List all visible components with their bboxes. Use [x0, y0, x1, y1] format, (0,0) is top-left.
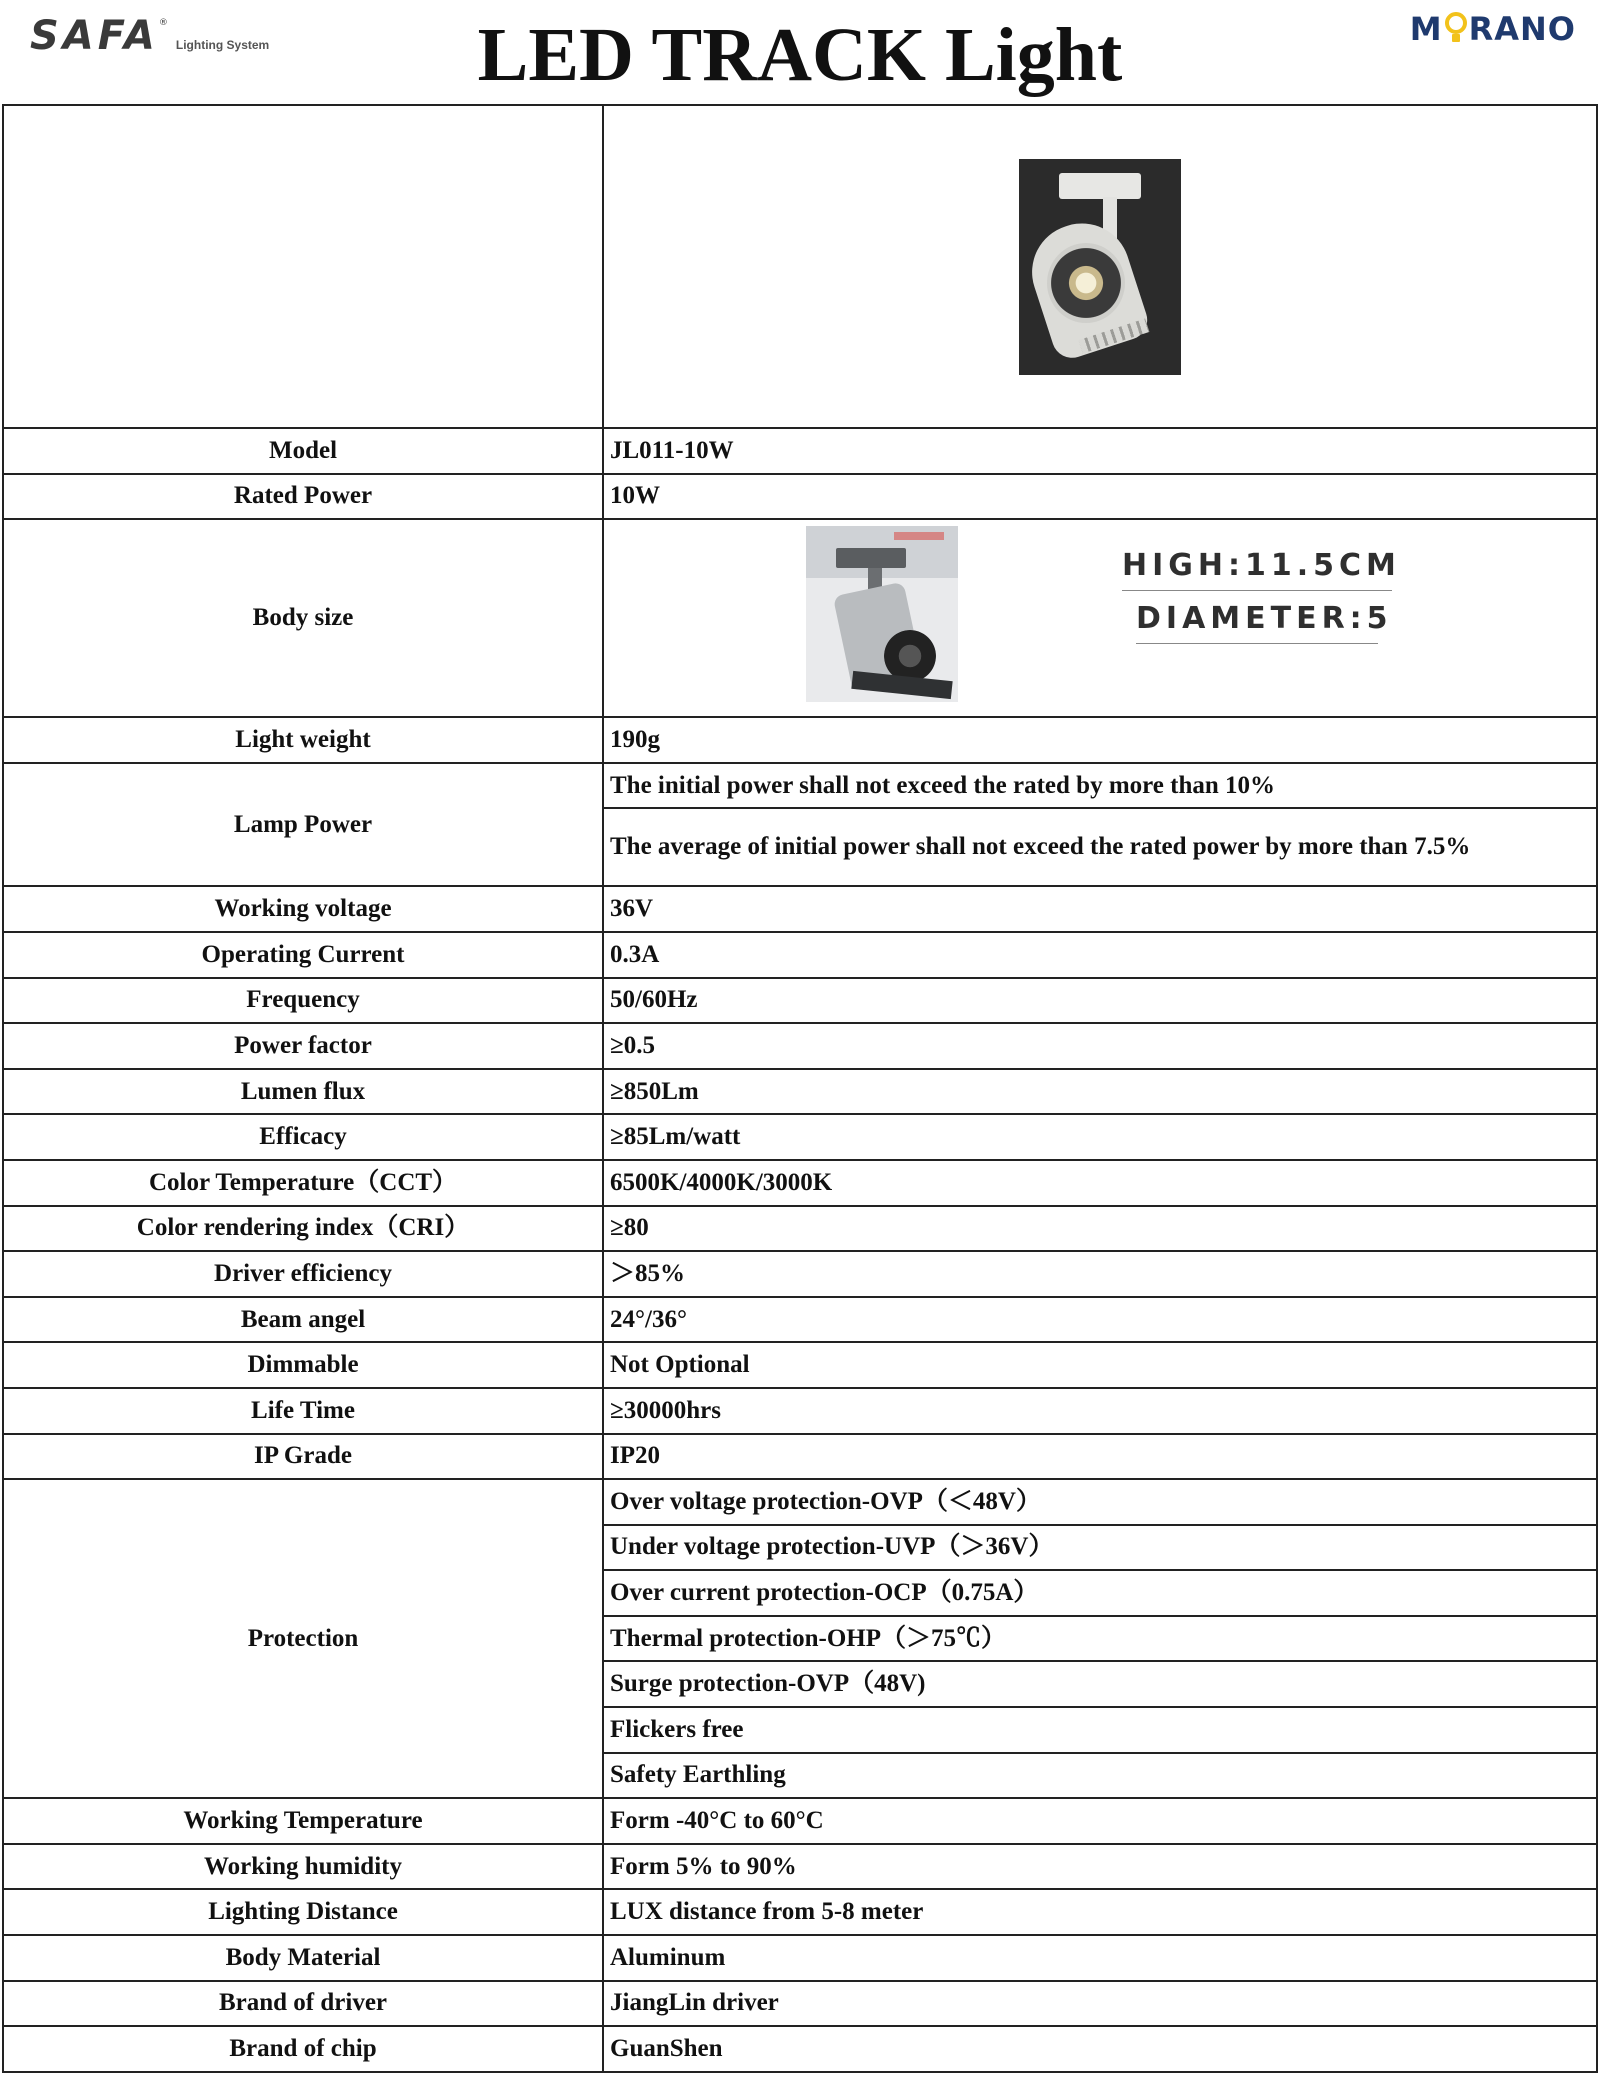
body-size-row: [3, 519, 1597, 717]
row-label: Working humidity: [3, 1844, 603, 1890]
table-row: [3, 1206, 1597, 1252]
row-value: Form -40°C to 60°C: [603, 1798, 1597, 1844]
height-text: HIGH:11.5CM: [1122, 550, 1392, 591]
row-value: ≥0.5: [603, 1023, 1597, 1069]
row-value: Over voltage protection-OVP（＜48V）: [603, 1479, 1597, 1525]
registered-mark: ®: [158, 18, 168, 28]
row-value: JiangLin driver: [603, 1981, 1597, 2027]
row-value: Thermal protection-OHP（＞75℃）: [603, 1616, 1597, 1662]
table-row: [3, 978, 1597, 1024]
table-row: [3, 1388, 1597, 1434]
row-value: 24°/36°: [603, 1297, 1597, 1343]
row-value: ≥85Lm/watt: [603, 1114, 1597, 1160]
row-label: Brand of driver: [3, 1981, 603, 2027]
table-row: [3, 1297, 1597, 1343]
row-label: Lamp Power: [3, 763, 603, 887]
track-light-photo: [1019, 159, 1181, 375]
row-value: ＞85%: [603, 1251, 1597, 1297]
row-value: Surge protection-OVP（48V): [603, 1661, 1597, 1707]
table-row: [3, 1981, 1597, 2027]
row-label: Color rendering index（CRI）: [3, 1206, 603, 1252]
table-row: [3, 1798, 1597, 1844]
row-label: Body Material: [3, 1935, 603, 1981]
morano-logo: [1410, 10, 1576, 48]
product-image-cell: [603, 105, 1597, 428]
row-label: Dimmable: [3, 1342, 603, 1388]
row-value: 190g: [603, 717, 1597, 763]
row-value: Over current protection-OCP（0.75A）: [603, 1570, 1597, 1616]
table-row: [3, 1069, 1597, 1115]
row-label: Working Temperature: [3, 1798, 603, 1844]
row-value: 0.3A: [603, 932, 1597, 978]
diameter-text: DIAMETER:5: [1136, 603, 1378, 644]
table-row: [3, 1889, 1597, 1935]
row-label: Power factor: [3, 1023, 603, 1069]
row-value: The average of initial power shall not exceed the rated power by more than 7.5%: [603, 808, 1597, 886]
bulb-icon: [1443, 10, 1469, 44]
row-label: Brand of chip: [3, 2026, 603, 2072]
table-row: [3, 1160, 1597, 1206]
row-value: 10W: [603, 474, 1597, 520]
table-row: [3, 2026, 1597, 2072]
row-label: Driver efficiency: [3, 1251, 603, 1297]
table-row: [3, 1844, 1597, 1890]
table-row: [3, 717, 1597, 763]
row-label: Protection: [3, 1479, 603, 1798]
table-row: [3, 1479, 1597, 1525]
dimension-photo: [806, 526, 958, 702]
row-label: Light weight: [3, 717, 603, 763]
spec-table: [2, 104, 1598, 2073]
row-label: Lighting Distance: [3, 1889, 603, 1935]
row-value: LUX distance from 5-8 meter: [603, 1889, 1597, 1935]
row-value: Form 5% to 90%: [603, 1844, 1597, 1890]
row-value: ≥80: [603, 1206, 1597, 1252]
header: [0, 0, 1600, 106]
table-row: [3, 1935, 1597, 1981]
empty-cell: [3, 105, 603, 428]
row-value: JL011-10W: [603, 428, 1597, 474]
row-value: ≥850Lm: [603, 1069, 1597, 1115]
row-label: Beam angel: [3, 1297, 603, 1343]
row-value: 36V: [603, 886, 1597, 932]
morano-logo-part2: RANO: [1468, 10, 1576, 48]
table-row: [3, 474, 1597, 520]
table-row: [3, 1342, 1597, 1388]
row-value: Safety Earthling: [603, 1753, 1597, 1799]
row-value: Not Optional: [603, 1342, 1597, 1388]
page-title: LED TRACK Light: [477, 13, 1123, 97]
table-row: [3, 886, 1597, 932]
row-label: Rated Power: [3, 474, 603, 520]
table-row: [3, 932, 1597, 978]
row-label: Frequency: [3, 978, 603, 1024]
row-value: 6500K/4000K/3000K: [603, 1160, 1597, 1206]
safa-subtitle: Lighting System: [175, 38, 270, 52]
row-label: Efficacy: [3, 1114, 603, 1160]
row-value: IP20: [603, 1434, 1597, 1480]
row-label: IP Grade: [3, 1434, 603, 1480]
row-label: Body size: [3, 519, 603, 717]
row-label: Life Time: [3, 1388, 603, 1434]
safa-brand: SAFA: [30, 13, 159, 59]
row-label: Color Temperature（CCT）: [3, 1160, 603, 1206]
row-value: Under voltage protection-UVP（＞36V）: [603, 1525, 1597, 1571]
table-row: [3, 1114, 1597, 1160]
product-image-row: [3, 105, 1597, 428]
table-row: [3, 428, 1597, 474]
body-size-cell: [603, 519, 1597, 717]
row-label: Model: [3, 428, 603, 474]
dimension-text: [1122, 548, 1401, 644]
row-value: Aluminum: [603, 1935, 1597, 1981]
row-value: 50/60Hz: [603, 978, 1597, 1024]
table-row: [3, 763, 1597, 809]
row-value: ≥30000hrs: [603, 1388, 1597, 1434]
row-value: The initial power shall not exceed the rated by more than 10%: [603, 763, 1597, 809]
row-value: GuanShen: [603, 2026, 1597, 2072]
row-label: Working voltage: [3, 886, 603, 932]
row-label: Lumen flux: [3, 1069, 603, 1115]
row-value: Flickers free: [603, 1707, 1597, 1753]
table-row: [3, 1434, 1597, 1480]
table-row: [3, 1023, 1597, 1069]
table-row: [3, 1251, 1597, 1297]
morano-logo-part1: M: [1409, 10, 1443, 48]
row-label: Operating Current: [3, 932, 603, 978]
